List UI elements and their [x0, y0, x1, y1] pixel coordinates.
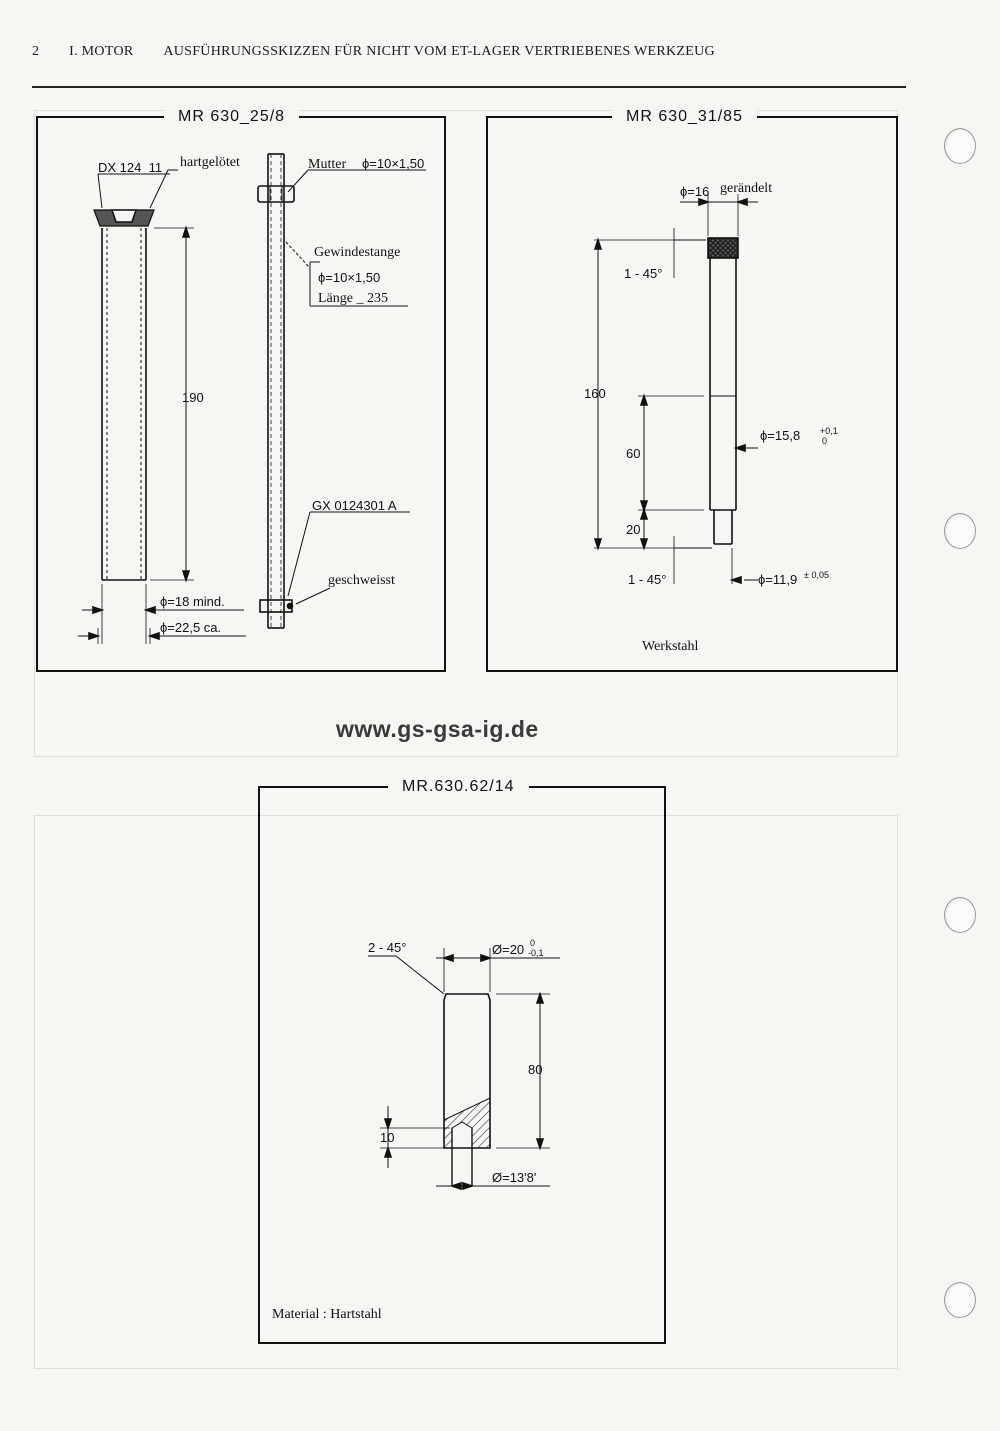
dia-158-tol-upper: +0,1	[820, 426, 838, 436]
drawing-3-svg	[260, 788, 664, 1342]
hartgeloetet-label: hartgelötet	[180, 155, 240, 170]
length-20: 20	[626, 522, 641, 537]
knurled-head	[708, 238, 738, 258]
dia-20-tol-lower: -0,1	[528, 948, 544, 958]
dia-18-label: ϕ=18 mind.	[160, 594, 225, 609]
part-dx-label: DX 124_11	[98, 160, 163, 175]
dia-22-label: ϕ=22,5 ca.	[160, 620, 222, 635]
dia-20-tol-upper: 0	[530, 938, 536, 948]
mutter-dim: ϕ=10×1,50	[362, 156, 425, 171]
dia-20-label: Ø=20	[492, 942, 525, 957]
website-url: www.gs-gsa-ig.de	[336, 716, 539, 742]
drawing-2-title: MR 630_31/85	[612, 108, 757, 126]
drawing-mr-630-25-8	[36, 108, 446, 672]
dia-158-tol-lower: 0	[822, 436, 828, 446]
gewindestange-label: Gewindestange	[314, 245, 401, 260]
drawing-mr-630-62-14	[258, 778, 666, 1344]
dia-119-label: ϕ=11,9	[758, 572, 798, 587]
length-10: 10	[380, 1130, 395, 1145]
drawing-2-svg	[488, 118, 896, 670]
mutter-label: Mutter	[308, 157, 347, 172]
dia-13-label: Ø=13'8'	[492, 1170, 537, 1185]
material-werkstahl: Werkstahl	[642, 639, 699, 654]
material-hartstahl: Material : Hartstahl	[272, 1307, 382, 1322]
page-header	[32, 44, 912, 60]
drawing-3-title: MR.630.62/14	[388, 778, 529, 796]
geraendelt-label: gerändelt	[720, 181, 773, 196]
binder-hole	[944, 897, 976, 933]
geschweisst-label: geschweisst	[328, 573, 395, 588]
dia-158-label: ϕ=15,8	[760, 428, 801, 443]
part-gx-label: GX 0124301 A	[312, 498, 397, 513]
dia-119-tol: ± 0,05	[804, 570, 829, 580]
page-number: 2	[32, 44, 40, 59]
drawing-1-title: MR 630_25/8	[164, 108, 299, 126]
binder-hole	[944, 1282, 976, 1318]
length-60: 60	[626, 446, 641, 461]
length-190: 190	[182, 390, 204, 405]
nut-top	[258, 186, 294, 202]
length-80: 80	[528, 1062, 543, 1077]
length-160: 160	[584, 386, 606, 401]
binder-hole	[944, 513, 976, 549]
header-rule	[32, 86, 906, 88]
page-title: AUSFÜHRUNGSSKIZZEN FÜR NICHT VOM ET-LAGER VERTRIEBENES WERKZEUG	[163, 44, 715, 59]
chamfer-top: 1 - 45°	[624, 266, 663, 281]
drawing-1-svg	[38, 118, 444, 670]
chamfer-bottom: 1 - 45°	[628, 572, 667, 587]
dia-16-label: ϕ=16	[680, 184, 710, 199]
section-label: I. MOTOR	[69, 44, 134, 59]
chamfer-label: 2 - 45°	[368, 940, 407, 955]
gewinde-dim: ϕ=10×1,50	[318, 270, 381, 285]
binder-hole	[944, 128, 976, 164]
laenge-label: Länge _ 235	[318, 291, 388, 306]
drawing-mr-630-31-85	[486, 108, 898, 672]
